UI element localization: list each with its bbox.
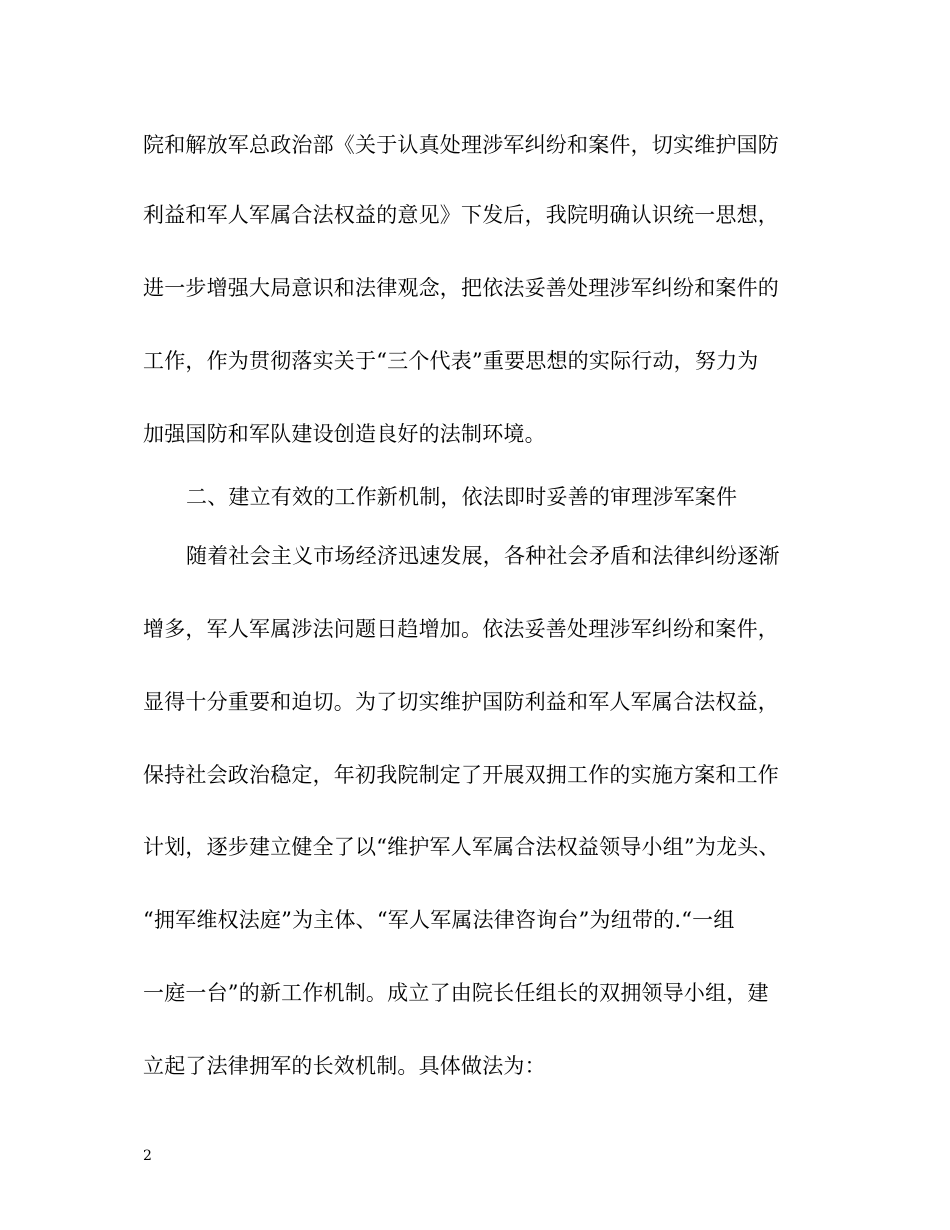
paragraph-line: 立起了法律拥军的长效机制。具体做法为： [143,1054,546,1078]
page-number: 2 [143,1148,152,1164]
section-heading: 二、建立有效的工作新机制，依法即时妥善的审理涉军案件 [186,485,738,509]
paragraph-line: 院和解放军总政治部《关于认真处理涉军纠纷和案件，切实维护国防 [143,133,779,157]
paragraph-line: 随着社会主义市场经济迅速发展，各种社会矛盾和法律纠纷逐渐 [186,544,780,568]
paragraph-line: 一庭一台”的新工作机制。成立了由院长任组长的双拥领导小组，建 [143,981,769,1005]
paragraph-line: 增多，军人军属涉法问题日趋增加。依法妥善处理涉军纠纷和案件， [143,617,779,641]
paragraph-line: 计划，逐步建立健全了以“维护军人军属合法权益领导小组”为龙头、 [143,835,780,859]
paragraph-line: 工作，作为贯彻落实关于“三个代表”重要思想的实际行动，努力为 [143,349,759,373]
paragraph-line: 保持社会政治稳定，年初我院制定了开展双拥工作的实施方案和工作 [143,763,779,787]
paragraph-line: 加强国防和军队建设创造良好的法制环境。 [143,422,546,446]
paragraph-line: 利益和军人军属合法权益的意见》下发后，我院明确认识统一思想， [143,203,779,227]
paragraph-line: 进一步增强大局意识和法律观念，把依法妥善处理涉军纠纷和案件的 [143,276,779,300]
paragraph-line: 显得十分重要和迫切。为了切实维护国防利益和军人军属合法权益， [143,690,779,714]
paragraph-line: “拥军维权法庭”为主体、“军人军属法律咨询台”为纽带的.“一组 [143,908,735,932]
